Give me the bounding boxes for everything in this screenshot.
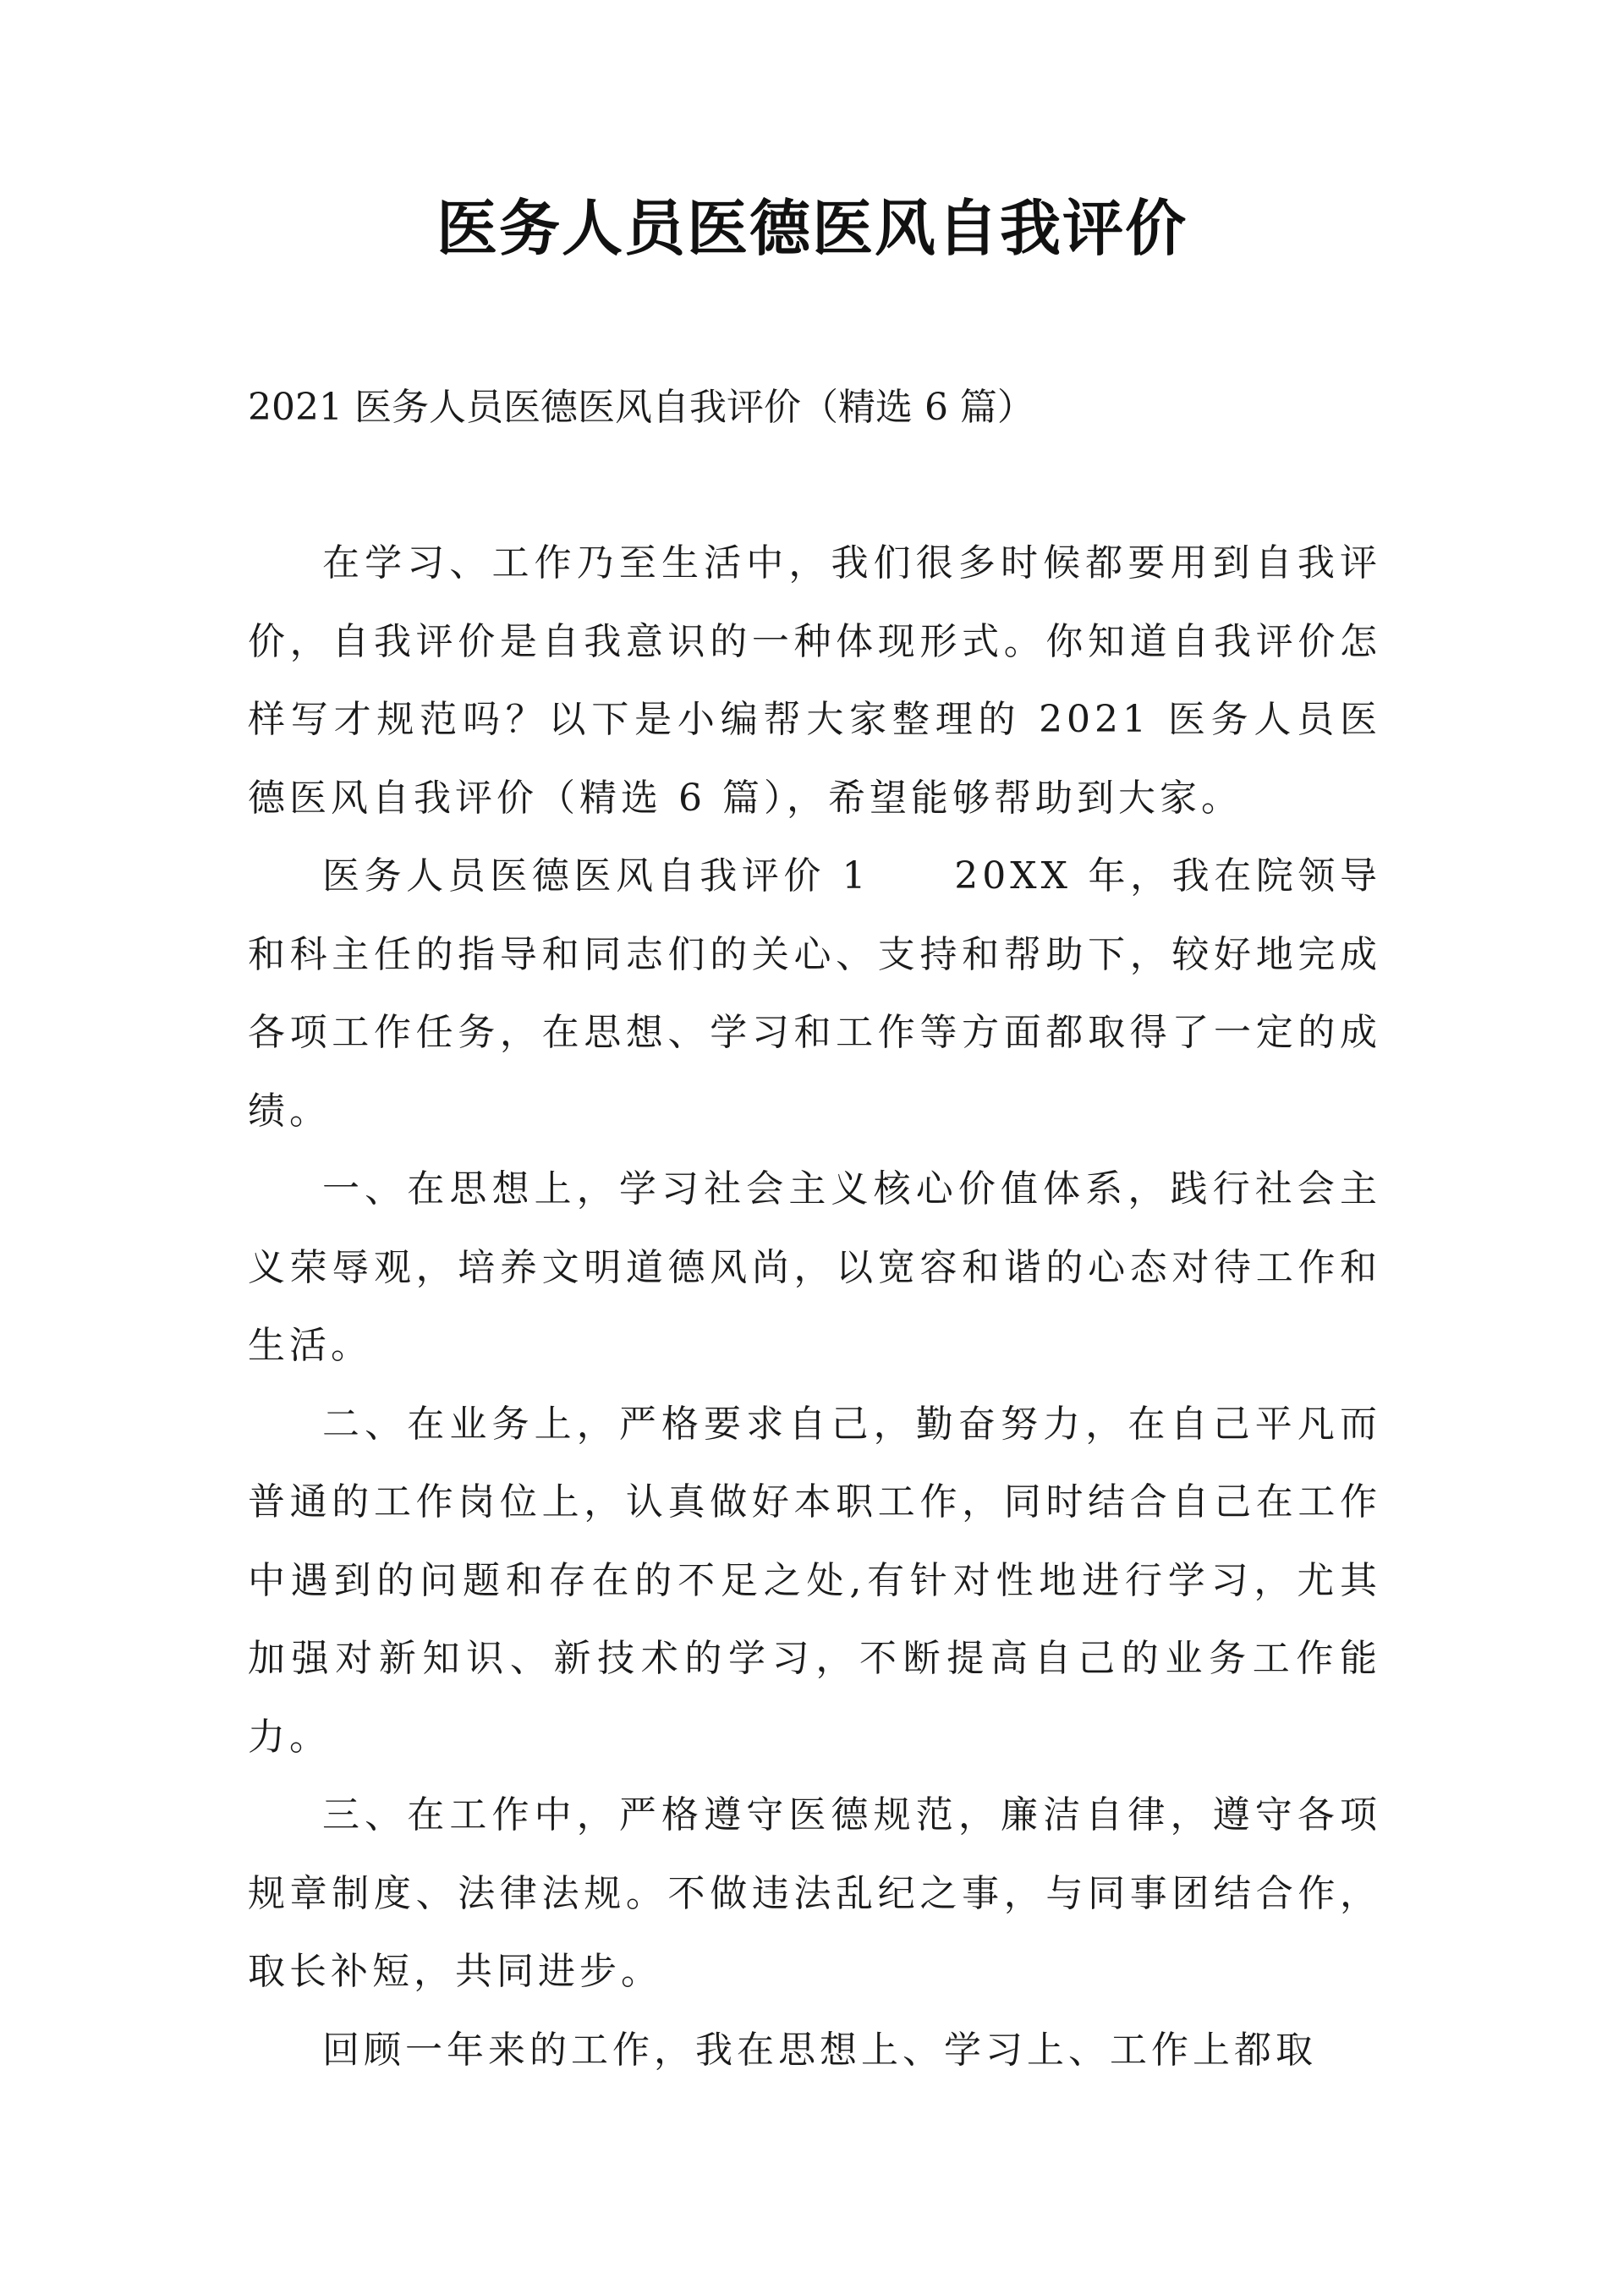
paragraph-review-1: 医务人员医德医风自我评价 1 20XX 年，我在院领导和科主任的指导和同志们的关心、支持和帮助下，较好地完成各项工作任务，在思想、学习和工作等方面都取得了一定的成绩。 bbox=[248, 854, 1381, 1133]
document-subtitle: 2021 医务人员医德医风自我评价（精选 6 篇） bbox=[248, 386, 1034, 429]
paragraph-business: 二、在业务上，严格要求自己，勤奋努力，在自己平凡而普通的工作岗位上，认真做好本职工作，同时结合自己在工作中遇到的问题和存在的不足之处,有针对性地进行学习，尤其加强对新知识、新技术的学习，不断提高自己的业务工作能力。 bbox=[248, 1402, 1381, 1759]
paragraph-summary: 回顾一年来的工作，我在思想上、学习上、工作上都取 bbox=[322, 2028, 1317, 2072]
paragraph-intro: 在学习、工作乃至生活中，我们很多时候都要用到自我评价，自我评价是自我意识的一种体现形式。你知道自我评价怎样写才规范吗？以下是小编帮大家整理的 2021 医务人员医德医风自我评价（精选 6 篇），希望能够帮助到大家。 bbox=[248, 541, 1381, 820]
paragraph-thought: 一、在思想上，学习社会主义核心价值体系，践行社会主义荣辱观，培养文明道德风尚，以宽容和谐的心态对待工作和生活。 bbox=[248, 1167, 1381, 1367]
document-title: 医务人员医德医风自我评价 bbox=[436, 192, 1188, 264]
document-body bbox=[248, 524, 1381, 2089]
paragraph-work: 三、在工作中，严格遵守医德规范，廉洁自律，遵守各项规章制度、法律法规。不做违法乱纪之事，与同事团结合作，取长补短，共同进步。 bbox=[248, 1793, 1381, 1993]
